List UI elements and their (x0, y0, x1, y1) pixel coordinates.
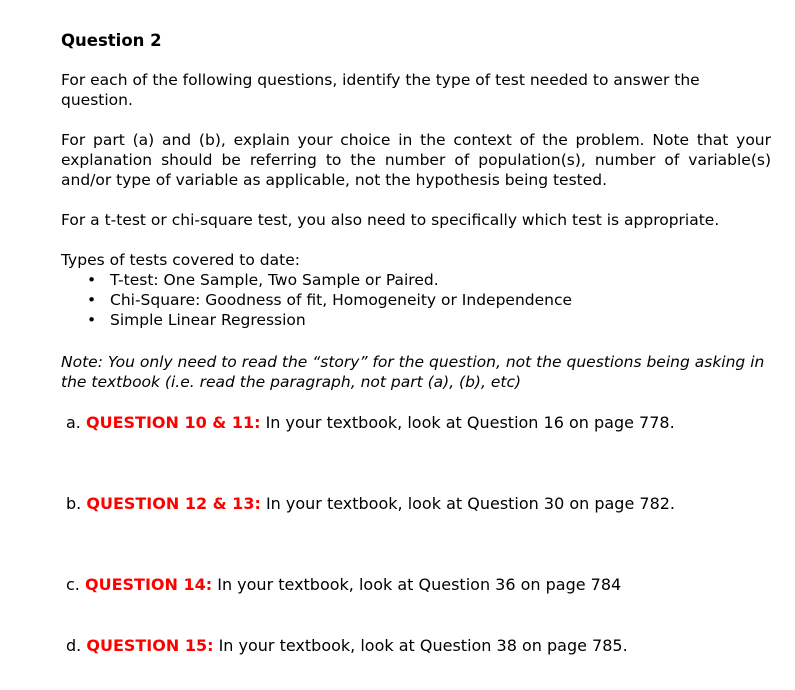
bullet-icon: • (87, 311, 97, 329)
question-letter: c. (66, 575, 80, 594)
question-label: QUESTION 14: (84, 575, 213, 594)
list-item-text: Chi-Square: Goodness of fit, Homogeneity or Independence (110, 291, 573, 309)
list-item-text: Simple Linear Regression (110, 311, 306, 329)
document-page (61, 30, 771, 657)
intro-paragraph: For each of the following questions, identify the type of test needed to answer the question. (61, 71, 700, 109)
note-paragraph: Note: You only need to read the “story” for the question, not the questions being asking in the textbook (i.e. read the paragraph, not part (a), (b), etc) (61, 353, 765, 391)
question-text: In your textbook, look at Question 16 on page 778. (265, 413, 675, 432)
explain-paragraph: For part (a) and (b), explain your choice in the context of the problem. Note that your explanation should be referring to the number of population(s), number of variable(s) and/or type of variable as applicable, not the hypothesis being tested. (61, 131, 771, 189)
bullet-icon: • (87, 271, 97, 289)
question-text: In your textbook, look at Question 36 on page 784 (217, 575, 622, 594)
question-text: In your textbook, look at Question 30 on page 782. (265, 494, 676, 513)
list-item (87, 270, 771, 290)
question-letter: a. (66, 413, 81, 432)
question-label: QUESTION 12 & 13: (86, 494, 261, 513)
question-label: QUESTION 10 & 11: (85, 413, 261, 432)
question-text: In your textbook, look at Question 38 on page 785. (218, 636, 628, 655)
list-item (87, 290, 771, 310)
question-label: QUESTION 15: (86, 636, 214, 655)
ttest-paragraph: For a t-test or chi-square test, you also need to specifically which test is appropriate. (61, 211, 720, 229)
question-item-a (66, 412, 771, 434)
bullet-icon: • (87, 291, 97, 309)
types-heading: Types of tests covered to date: (61, 251, 300, 269)
question-item-c (66, 574, 771, 596)
question-item-b (66, 493, 771, 515)
list-item (87, 310, 771, 330)
question-item-d (66, 635, 771, 657)
question-heading: Question 2 (61, 31, 162, 50)
question-letter: d. (66, 636, 82, 655)
question-letter: b. (66, 494, 82, 513)
types-list (61, 270, 771, 330)
list-item-text: T-test: One Sample, Two Sample or Paired. (110, 271, 439, 289)
